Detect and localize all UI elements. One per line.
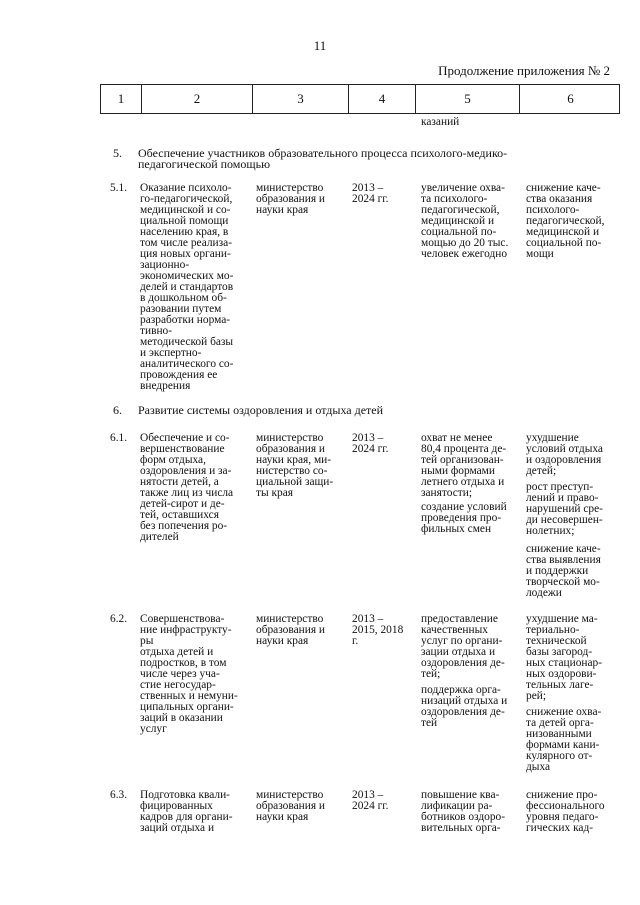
- header-col-3: 3: [253, 85, 349, 113]
- executor-text: министерство образования и науки края: [256, 613, 326, 647]
- result-text: охват не менее 80,4 процента де- тей организован- ными формами летнего отдыха и занятости;: [421, 432, 507, 499]
- measure-text: Совершенствова- ние инфраструкту- ры отдыха детей и подростков, в том числе через уча- стие негосудар- ственных и немуни- ципальных органи- заций в оказании услуг: [140, 613, 238, 735]
- executor-text: министерство образования и науки края: [256, 789, 326, 823]
- consequence-text: снижение охва- та детей орга- низованными формами кани- кулярного от- дыха: [526, 706, 602, 773]
- row-number: 6.2.: [110, 613, 128, 625]
- row-number: 6.3.: [110, 789, 128, 801]
- result-text: создание условий проведения про- фильных смен: [421, 501, 507, 535]
- page-number: 11: [313, 38, 327, 53]
- executor-text: министерство образования и науки края: [256, 182, 326, 216]
- row-number: 5.1.: [110, 182, 128, 194]
- header-col-6: 6: [567, 91, 574, 106]
- term-text: 2013 – 2024 гг.: [352, 182, 389, 205]
- consequence-text: ухудшение условий отдыха и оздоровления детей;: [526, 432, 603, 477]
- result-text: повышение ква- лификации ра- ботников оздоро- вительных орга-: [421, 789, 506, 834]
- consequence-text: снижение каче- ства оказания психолого- педагогической, медицинской и социальной по- мощи: [526, 182, 605, 260]
- section-6-number: 6.: [113, 403, 122, 417]
- measure-text: Оказание психоло- го-педагогической, медицинской и со- циальной помощи населению края, в том числе реализа- ция новых органи- зационно- экономических мо- делей и стандартов в дошкольном об- разовании путем разработки норма- тивно- методической базы и экспертно- аналитического со- провождения ее внедрения: [140, 182, 234, 392]
- result-text: предоставление качественных услуг по органи- зации отдыха и оздоровления де- тей;: [421, 613, 505, 680]
- table-header: [100, 84, 620, 114]
- result-text: увеличение охва- та психолого- педагогической, медицинской и социальной по- мощью до 20 тыс. человек ежегодно: [421, 182, 509, 260]
- header-col-2: 2: [142, 85, 253, 113]
- continuation-label: Продолжение приложения № 2: [438, 63, 610, 78]
- header-col-4: 4: [349, 85, 416, 113]
- header-col-5: 5: [416, 85, 520, 113]
- term-text: 2013 – 2024 гг.: [352, 789, 389, 812]
- section-5-title: Обеспечение участников образовательного процесса психолого-медико- педагогической помощью: [138, 146, 508, 171]
- consequence-text: рост преступ- лений и право- нарушений сре- ди несовершен- нолетних;: [526, 481, 603, 537]
- header-col-1: 1: [101, 85, 142, 113]
- term-text: 2013 – 2024 гг.: [352, 432, 389, 455]
- consequence-text: снижение про- фессионального уровня педаго- гических кад-: [526, 789, 605, 834]
- term-text: 2013 – 2015, 2018 г.: [352, 613, 404, 647]
- result-text: поддержка орга- низаций отдыха и оздоровления де- тей: [421, 684, 508, 729]
- measure-text: Подготовка квали- фицированных кадров для органи- заций отдыха и: [140, 789, 233, 834]
- executor-text: министерство образования и науки края, ми- нистерство со- циальной защи- ты края: [256, 432, 334, 499]
- row-number: 6.1.: [110, 432, 128, 444]
- section-6-title: Развитие системы оздоровления и отдыха детей: [138, 403, 384, 417]
- carryover-text: казаний: [421, 116, 460, 128]
- consequence-text: ухудшение ма- териально- технической базы загород- ных стационар- ных оздорови- тельных лаге- рей;: [526, 613, 603, 702]
- section-5-number: 5.: [113, 146, 122, 160]
- consequence-text: снижение каче- ства выявления и поддержки творческой мо- лодежи: [526, 543, 601, 599]
- measure-text: Обеспечение и со- вершенствование форм отдыха, оздоровления и за- нятости детей, а также лиц из числа детей-сирот и де- тей, оставшихся без попечения ро- дителей: [140, 432, 234, 543]
